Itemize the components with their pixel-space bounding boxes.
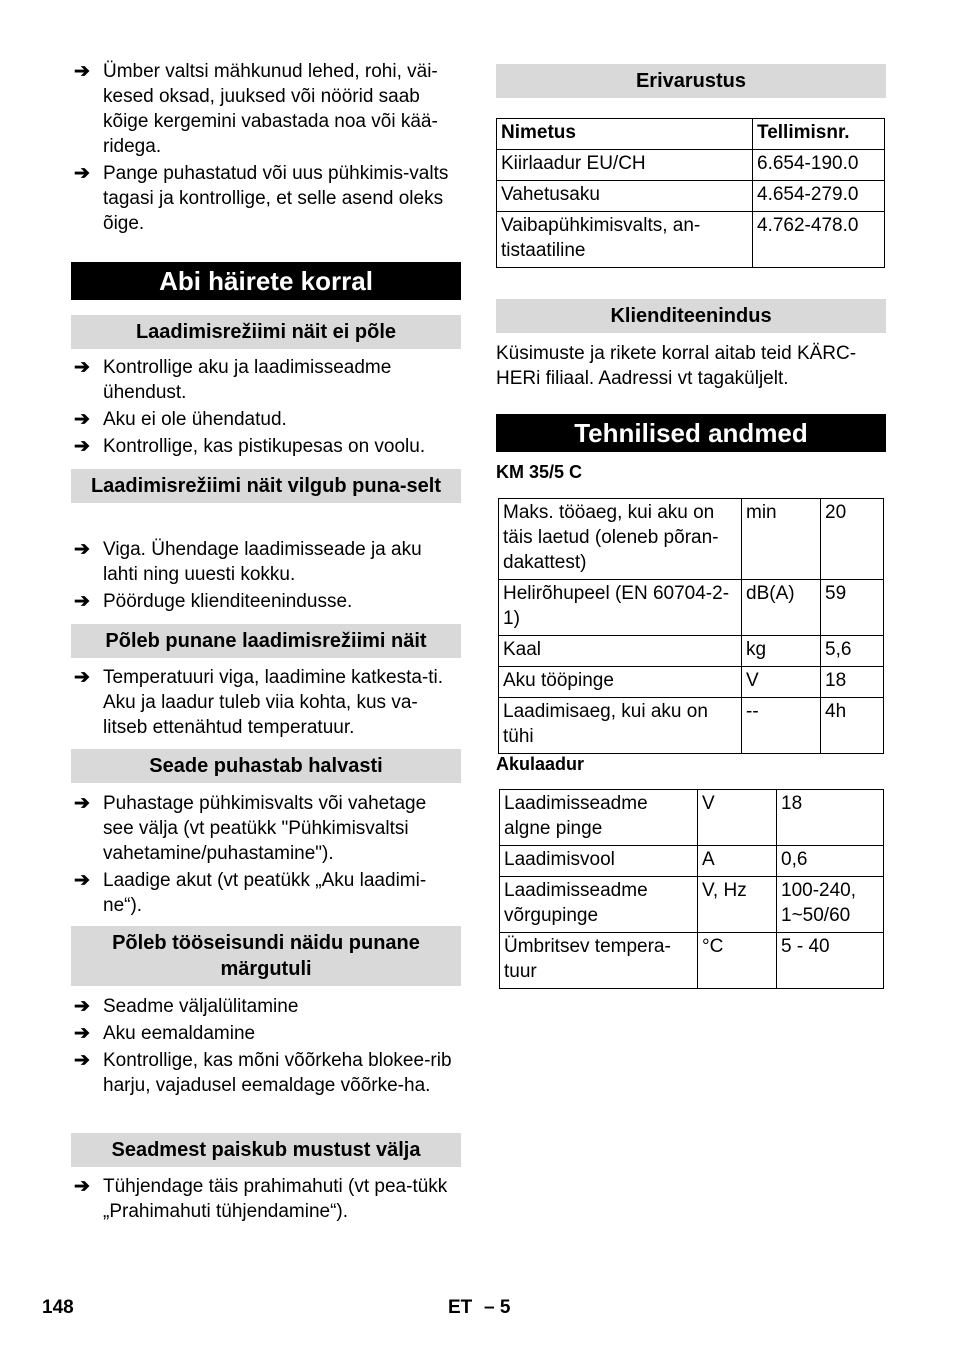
arrow-right-icon: ➔ <box>74 409 90 430</box>
table-header-row <box>497 119 885 150</box>
table-row <box>499 667 884 698</box>
arrow-right-icon: ➔ <box>74 1023 90 1044</box>
list-item: ➔ Temperatuuri viga, laadimine katkesta-ti. Aku ja laadur tuleb viia kohta, kus va-litseb ettenähtud temperatuur. <box>74 667 444 738</box>
arrow-right-icon: ➔ <box>74 591 90 612</box>
table-cell: Aku tööpinge <box>499 667 742 698</box>
arrow-right-icon: ➔ <box>74 357 90 378</box>
list-item: ➔ Viga. Ühendage laadimisseade ja aku lahti ning uuesti kokku. <box>74 539 422 585</box>
section-bullets <box>71 665 461 742</box>
section-title: Põleb tööseisundi näidu punane märgutuli <box>71 926 461 986</box>
table-header-cell: Nimetus <box>497 119 753 150</box>
list-item: ➔ Tühjendage täis prahimahuti (vt pea-tükk „Prahimahuti tühjendamine“). <box>74 1176 448 1222</box>
table-cell: 59 <box>821 580 884 636</box>
table-cell: Laadimisvool <box>500 846 698 877</box>
table-cell: °C <box>698 933 777 989</box>
accessories-title: Erivarustus <box>496 64 886 98</box>
table-cell: 4.762-478.0 <box>753 212 885 268</box>
table-cell: 100-240, 1~50/60 <box>777 877 884 933</box>
table-cell: V <box>742 667 821 698</box>
table-cell: Vaibapühkimisvalts, an-tistaatiline <box>497 212 753 268</box>
table-row <box>497 212 885 268</box>
section-bullets <box>71 1174 461 1226</box>
table-cell: Laadimisseadme võrgupinge <box>500 877 698 933</box>
model-specs-table <box>498 498 884 754</box>
intro-bullets <box>71 59 461 238</box>
section-bullets <box>71 994 461 1100</box>
arrow-right-icon: ➔ <box>74 1176 90 1197</box>
table-row <box>500 933 884 989</box>
section-title: Laadimisrežiimi näit ei põle <box>71 315 461 349</box>
table-cell: min <box>742 499 821 580</box>
table-cell: V <box>698 790 777 846</box>
list-item: ➔ Aku eemaldamine <box>74 1023 256 1044</box>
table-cell: 20 <box>821 499 884 580</box>
list-item: ➔ Laadige akut (vt peatükk „Aku laadimi-ne“). <box>74 870 427 916</box>
list-item: ➔ Ümber valtsi mähkunud lehed, rohi, väi-kesed oksad, juuksed või nöörid saab kõige kergemini vabastada noa või kää-ridega. <box>74 61 438 157</box>
table-cell: 18 <box>821 667 884 698</box>
table-cell: Vahetusaku <box>497 181 753 212</box>
list-item: ➔ Aku ei ole ühendatud. <box>74 409 287 430</box>
table-cell: dB(A) <box>742 580 821 636</box>
section-title: Laadimisrežiimi näit vilgub puna-selt <box>71 469 461 503</box>
table-row <box>500 790 884 846</box>
arrow-right-icon: ➔ <box>74 1050 90 1071</box>
section-title: Põleb punane laadimisrežiimi näit <box>71 624 461 658</box>
table-header-cell: Tellimisnr. <box>753 119 885 150</box>
table-row <box>499 580 884 636</box>
tech-data-title: Tehnilised andmed <box>496 414 886 452</box>
table-cell: Maks. tööaeg, kui aku on täis laetud (oleneb põran-dakattest) <box>499 499 742 580</box>
service-text: Küsimuste ja rikete korral aitab teid KÄRC-HERi filiaal. Aadressi vt tagaküljelt. <box>496 343 857 389</box>
model-label: KM 35/5 C <box>496 462 583 482</box>
table-cell: Kaal <box>499 636 742 667</box>
table-cell: A <box>698 846 777 877</box>
table-row <box>500 846 884 877</box>
table-cell: Ümbritsev tempera-tuur <box>500 933 698 989</box>
arrow-right-icon: ➔ <box>74 61 90 82</box>
list-item: ➔ Pöörduge klienditeenindusse. <box>74 591 353 612</box>
arrow-right-icon: ➔ <box>74 667 90 688</box>
table-cell: 18 <box>777 790 884 846</box>
charger-label: Akulaadur <box>496 754 585 774</box>
service-title: Klienditeenindus <box>496 299 886 333</box>
list-item: ➔ Kontrollige, kas pistikupesas on voolu. <box>74 436 426 457</box>
arrow-right-icon: ➔ <box>74 996 90 1017</box>
list-item: ➔ Kontrollige, kas mõni võõrkeha blokee-rib harju, vajadusel eemaldage võõrke-ha. <box>74 1050 452 1096</box>
table-row <box>499 636 884 667</box>
section-bullets <box>71 791 461 920</box>
section-bullets <box>71 537 461 616</box>
table-row <box>497 181 885 212</box>
table-cell: Kiirlaadur EU/CH <box>497 150 753 181</box>
page-number: 148 <box>42 1297 74 1318</box>
table-cell: 6.654-190.0 <box>753 150 885 181</box>
accessories-table <box>496 118 885 268</box>
table-cell: Helirõhupeel (EN 60704-2-1) <box>499 580 742 636</box>
list-item: ➔ Seadme väljalülitamine <box>74 996 299 1017</box>
table-cell: 4.654-279.0 <box>753 181 885 212</box>
table-cell: 4h <box>821 698 884 754</box>
table-cell: -- <box>742 698 821 754</box>
table-cell: kg <box>742 636 821 667</box>
section-bullets <box>71 355 461 461</box>
table-cell: 0,6 <box>777 846 884 877</box>
language-code: ET <box>448 1297 473 1318</box>
table-row <box>499 698 884 754</box>
arrow-right-icon: ➔ <box>74 539 90 560</box>
list-item: ➔ Pange puhastatud või uus pühkimis-valts tagasi ja kontrollige, et selle asend oleks õige. <box>74 163 449 234</box>
list-item: ➔ Puhastage pühkimisvalts või vahetage see välja (vt peatükk "Pühkimisvaltsi vahetamine/puhastamine"). <box>74 793 427 864</box>
table-row <box>499 499 884 580</box>
main-section-title: Abi häirete korral <box>71 262 461 300</box>
table-row <box>497 150 885 181</box>
list-item: ➔ Kontrollige aku ja laadimisseadme ühendust. <box>74 357 392 403</box>
charger-specs-table <box>499 789 884 989</box>
arrow-right-icon: ➔ <box>74 870 90 891</box>
table-cell: Laadimisseadme algne pinge <box>500 790 698 846</box>
table-cell: 5 - 40 <box>777 933 884 989</box>
arrow-right-icon: ➔ <box>74 793 90 814</box>
table-row <box>500 877 884 933</box>
table-cell: Laadimisaeg, kui aku on tühi <box>499 698 742 754</box>
arrow-right-icon: ➔ <box>74 436 90 457</box>
section-page: – 5 <box>484 1297 511 1318</box>
section-title: Seade puhastab halvasti <box>71 749 461 783</box>
arrow-right-icon: ➔ <box>74 163 90 184</box>
table-cell: V, Hz <box>698 877 777 933</box>
table-cell: 5,6 <box>821 636 884 667</box>
section-title: Seadmest paiskub mustust välja <box>71 1133 461 1167</box>
